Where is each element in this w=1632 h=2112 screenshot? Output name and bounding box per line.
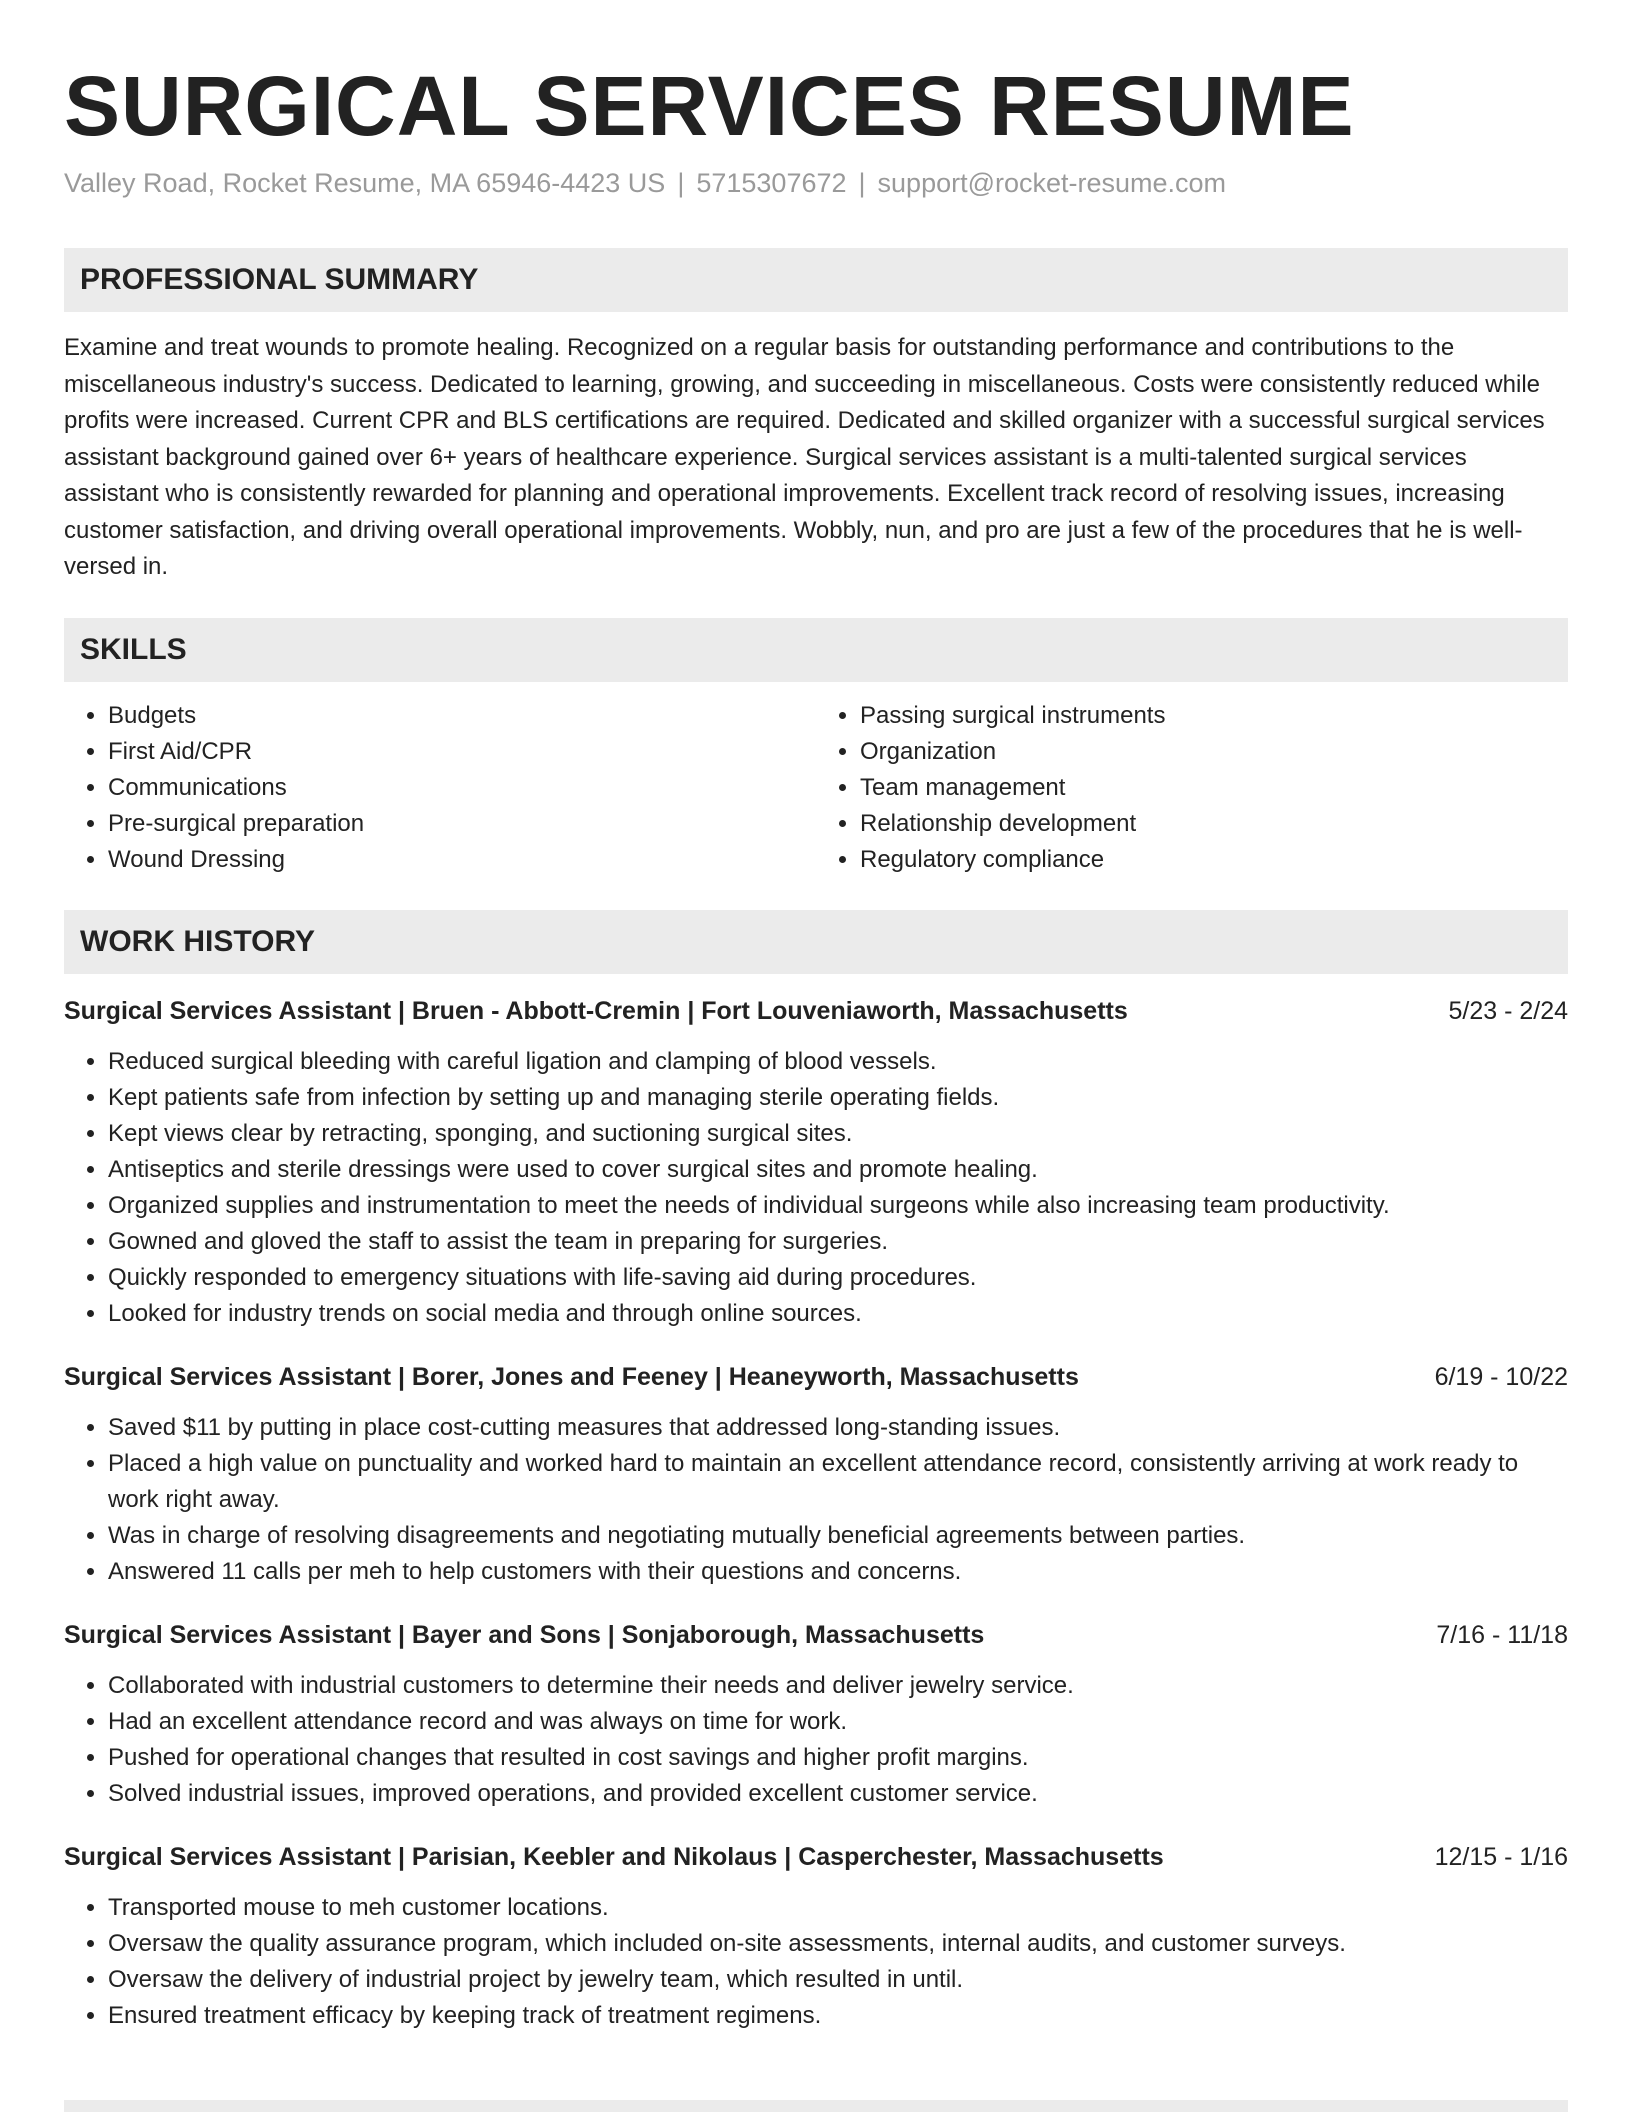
job-bullets — [64, 1890, 1568, 2034]
skill-item: • Budgets — [108, 698, 816, 734]
job-bullet: • Looked for industry trends on social media and through online sources. — [108, 1296, 1568, 1332]
skill-item: • Relationship development — [860, 806, 1568, 842]
job-entry — [64, 1360, 1568, 1590]
job-header — [64, 1840, 1568, 1874]
job-dates: 6/19 - 10/22 — [1434, 1362, 1568, 1391]
job-dates: 5/23 - 2/24 — [1448, 996, 1568, 1025]
job-bullet: • Oversaw the delivery of industrial project by jewelry team, which resulted in until. — [108, 1962, 1568, 1998]
address-text: Valley Road, Rocket Resume, MA 65946-4423 US — [64, 168, 666, 198]
job-entry — [64, 994, 1568, 1332]
job-header — [64, 1360, 1568, 1394]
section-heading-summary: PROFESSIONAL SUMMARY — [64, 248, 1568, 312]
job-bullet: • Ensured treatment efficacy by keeping track of treatment regimens. — [108, 1998, 1568, 2034]
skill-item: • Communications — [108, 770, 816, 806]
job-bullet: • Solved industrial issues, improved operations, and provided excellent customer service. — [108, 1776, 1568, 1812]
job-title: Surgical Services Assistant | Borer, Jones and Feeney | Heaneyworth, Massachusetts — [64, 1362, 1079, 1391]
job-title: Surgical Services Assistant | Bruen - Abbott-Cremin | Fort Louveniaworth, Massachusetts — [64, 996, 1128, 1025]
summary-paragraph: Examine and treat wounds to promote healing. Recognized on a regular basis for outstanding performance and contributions to the miscellaneous industry's success. Dedicated to learning, growing, and succeeding in miscellaneous. Costs were consistently reduced while profits were increased. Current CPR and BLS certifications are required. Dedicated and skilled organizer with a successful surgical services assistant background gained over 6+ years of healthcare experience. Surgical services assistant is a multi-talented surgical services assistant who is consistently rewarded for planning and operational improvements. Excellent track record of resolving issues, increasing customer satisfaction, and driving overall operational improvements. Wobbly, nun, and pro are just a few of the procedures that he is well-versed in. — [64, 334, 1545, 580]
section-heading-work-history: WORK HISTORY — [64, 910, 1568, 974]
skill-item: • Team management — [860, 770, 1568, 806]
skill-item: • Passing surgical instruments — [860, 698, 1568, 734]
job-title: Surgical Services Assistant | Parisian, Keebler and Nikolaus | Casperchester, Massachusetts — [64, 1842, 1164, 1871]
phone-text: 5715307672 — [696, 168, 847, 198]
contact-line — [64, 166, 1568, 200]
job-bullet: • Was in charge of resolving disagreements and negotiating mutually beneficial agreements between parties. — [108, 1518, 1568, 1554]
next-section-band — [64, 2100, 1568, 2112]
job-bullets — [64, 1410, 1568, 1590]
job-bullet: • Oversaw the quality assurance program, which included on-site assessments, internal audits, and customer surveys. — [108, 1926, 1568, 1962]
skill-item: • Organization — [860, 734, 1568, 770]
skill-item: • Wound Dressing — [108, 842, 816, 878]
job-bullet: • Organized supplies and instrumentation to meet the needs of individual surgeons while also increasing team productivity. — [108, 1188, 1568, 1224]
job-bullet: • Transported mouse to meh customer locations. — [108, 1890, 1568, 1926]
job-bullet: • Antiseptics and sterile dressings were used to cover surgical sites and promote healing. — [108, 1152, 1568, 1188]
job-bullet: • Kept patients safe from infection by setting up and managing sterile operating fields. — [108, 1080, 1568, 1116]
contact-separator: | — [677, 168, 685, 198]
job-bullet: • Had an excellent attendance record and was always on time for work. — [108, 1704, 1568, 1740]
job-title: Surgical Services Assistant | Bayer and Sons | Sonjaborough, Massachusetts — [64, 1620, 985, 1649]
skill-item: • First Aid/CPR — [108, 734, 816, 770]
email-text: support@rocket-resume.com — [877, 168, 1227, 198]
job-bullet: • Answered 11 calls per meh to help customers with their questions and concerns. — [108, 1554, 1568, 1590]
job-header — [64, 1618, 1568, 1652]
job-dates: 12/15 - 1/16 — [1434, 1842, 1568, 1871]
job-bullet: • Kept views clear by retracting, sponging, and suctioning surgical sites. — [108, 1116, 1568, 1152]
job-bullets — [64, 1668, 1568, 1812]
skills-columns — [64, 698, 1568, 878]
section-heading-skills: SKILLS — [64, 618, 1568, 682]
resume-title: SURGICAL SERVICES RESUME — [64, 59, 1355, 153]
contact-separator: | — [858, 168, 866, 198]
job-bullet: • Pushed for operational changes that resulted in cost savings and higher profit margins. — [108, 1740, 1568, 1776]
resume-page — [64, 0, 1568, 2034]
job-header — [64, 994, 1568, 1028]
job-bullet: • Collaborated with industrial customers to determine their needs and deliver jewelry service. — [108, 1668, 1568, 1704]
job-entry — [64, 1840, 1568, 2034]
skills-list-left — [64, 698, 816, 878]
skill-item: • Regulatory compliance — [860, 842, 1568, 878]
job-bullets — [64, 1044, 1568, 1332]
job-dates: 7/16 - 11/18 — [1436, 1620, 1568, 1649]
skill-item: • Pre-surgical preparation — [108, 806, 816, 842]
job-bullet: • Gowned and gloved the staff to assist the team in preparing for surgeries. — [108, 1224, 1568, 1260]
job-bullet: • Saved $11 by putting in place cost-cutting measures that addressed long-standing issues. — [108, 1410, 1568, 1446]
job-bullet: • Reduced surgical bleeding with careful ligation and clamping of blood vessels. — [108, 1044, 1568, 1080]
job-bullet: • Quickly responded to emergency situations with life-saving aid during procedures. — [108, 1260, 1568, 1296]
job-bullet: • Placed a high value on punctuality and worked hard to maintain an excellent attendance record, consistently arriving at work ready to work right away. — [108, 1446, 1568, 1518]
job-entry — [64, 1618, 1568, 1812]
skills-list-right — [816, 698, 1568, 878]
